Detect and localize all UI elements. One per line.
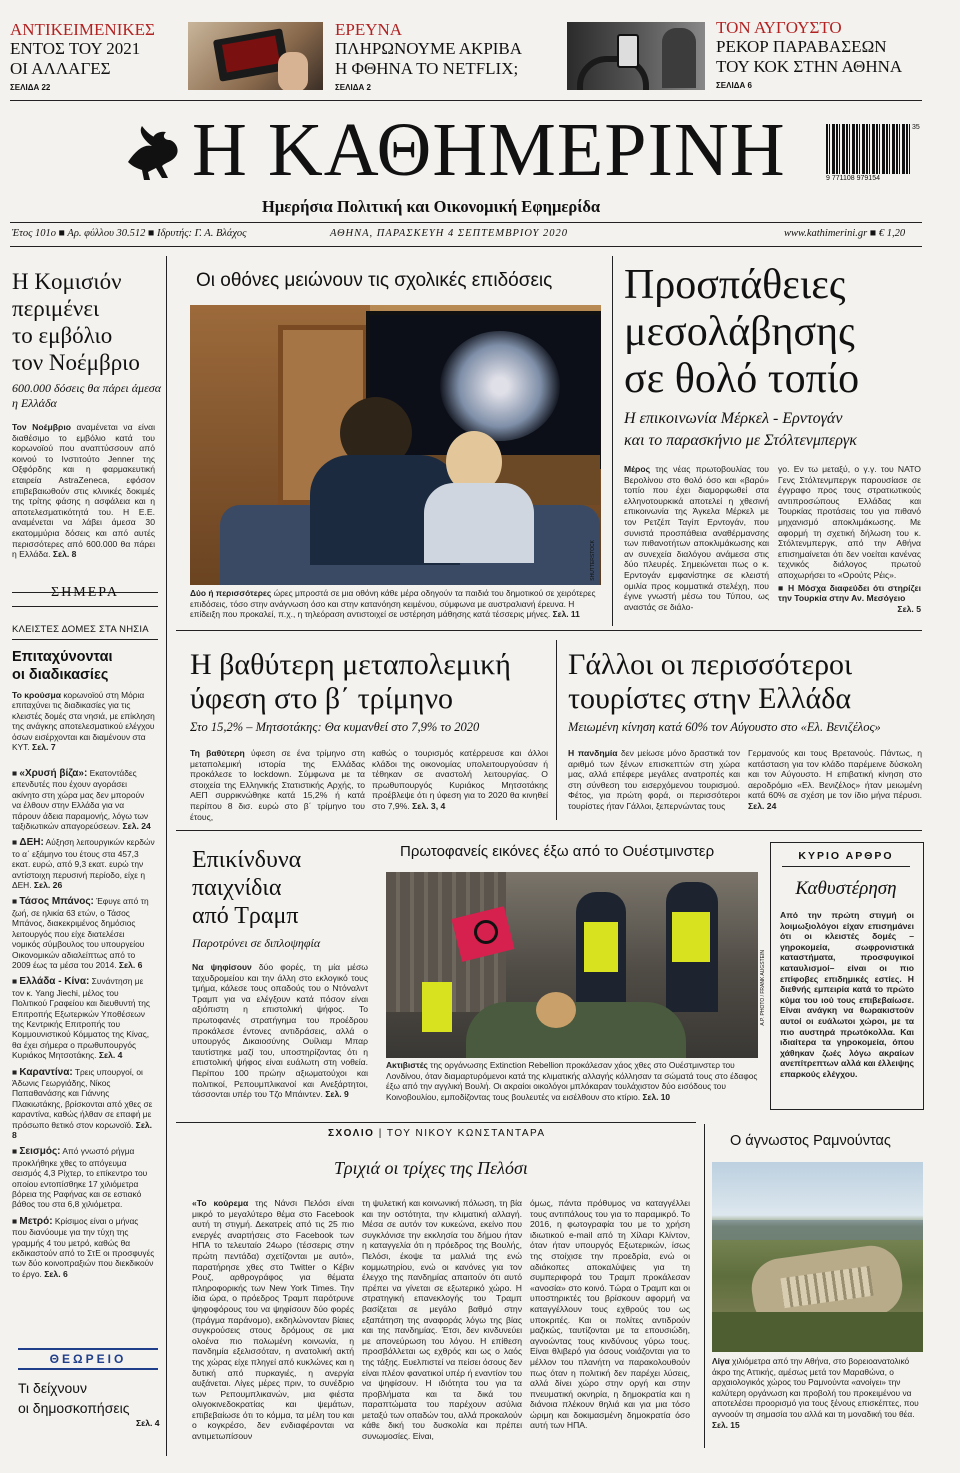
french-headline-line: Γάλλοι οι περισσότεροι (568, 648, 853, 681)
mediation-note[interactable]: ■ Η Μόσχα διαφεύδει ότι στηρίζει την Τουρκία στην Αν. Μεσόγειο (778, 582, 921, 604)
dateline-left: Έτος 101ο ■ Αρ. φύλλου 30.512 ■ Ιδρυτής: Γ. Α. Βλάχος (12, 228, 247, 239)
editorial-headline: Καθυστέρηση (795, 878, 897, 899)
trump-headline[interactable] (192, 846, 372, 930)
ramnous-caption-text: χιλιόμετρα από την Αθήνα, στο βορειοανατολικό άκρο της Αττικής, αμέσως μετά τον Μαραθώνα, ο αρχαιολογικός χώρος του Ραμνούντα «ανοίγει» την καλύτερη οργάνωση και προβολή του προκειμένου να αποτελέσει προορισμό για τους ξένους επισκέπτες, που αγνοούν τη σημασία του αλλά και τη μοναδική του θέα. (712, 1356, 919, 1419)
screens-photo[interactable] (190, 305, 601, 585)
mediation-headline-line: Προσπάθειες (624, 262, 846, 308)
fold-rule-1 (176, 630, 922, 631)
ramnous-caption (712, 1356, 923, 1430)
today-headline[interactable] (12, 648, 162, 684)
barcode-issue: 35 (912, 124, 920, 131)
barcode-number: 9 771108 979154 (826, 175, 880, 182)
screens-credit: SHUTTERSTOCK (590, 540, 596, 581)
french-col-2 (748, 748, 922, 812)
french-headline[interactable] (568, 648, 928, 716)
teaser-3[interactable] (716, 18, 926, 93)
mediation-headline-line: μεσολάβησης (624, 309, 855, 355)
mediation-lead: Μέρος (624, 464, 651, 474)
theoreio-label: ΘΕΩΡΕΙΟ (49, 1352, 127, 1366)
recession-headline-line: Η βαθύτερη μεταπολεμική (190, 648, 511, 681)
french-col-2-text: Γερμανούς και τους Βρετανούς. Πάντως, η κατάσταση για τον κλάδο παρέμεινε δύσκολη και τον Αύγουστο. Η επιβατική κίνηση στο αεροδρόμιο «Ελ. Βενιζέλος» ήταν μειωμένη κατά 60% σε σχέση με τον ίδιο μήνα πέρυσι. (748, 748, 922, 801)
theoreio-headline-line: οι δημοσκοπήσεις (18, 1400, 130, 1416)
teaser-3-line-2: ΤΟΥ ΚΟΚ ΣΤΗΝ ΑΘΗΝΑ (716, 57, 903, 76)
recession-col-1-text: ύφεση σε ένα τρίμηνο στη μεταπολεμική ιστορία της Ελλάδας προκάλεσε το lockdown. Σύμφωνα με τα στοιχεία της Ελληνικής Στατιστικής Αρχής, το ΑΕΠ συρρικνώθηκε κατά 15,2% ή κατά περίπου 8 δισ. ευρώ στο β΄ τρίμηνο του έτους, (190, 748, 365, 822)
teaser-1[interactable] (10, 20, 180, 95)
today-item[interactable]: ■ «Χρυσή βίζα»: Εκατοντάδες επενδυτές που έχουν αγοράσει ακίνητο στη χώρα μας δεν μπορούν να έλθουν στην Ελλάδα για να πάρουν άδεια παραμονής, λόγω των ταξιδιωτικών απαγορεύσεων. Σελ. 24 (12, 768, 151, 832)
left-lead-lead: Τον Νοέμβριο (12, 422, 71, 432)
barcode-bars (826, 124, 910, 174)
comment-col-1-text: της Νάνσι Πελόσι είναι μικρό το μεγαλύτερο θέμα στο Facebook αυτή τη στιγμή. Δεκατρείς από τις 25 πιο ενεργές αναρτήσεις στο Facebook των ΗΠΑ το τελευταίο 24ωρο (τέσσερις στην πρώτη πεντάδα) σχετίζονται με αυτό», παρατήρησε χθες στο Twitter ο Κέβιν Ρουζ, αρθρογράφος για θέματα πληροφορικής των New York Times. Την ίδια ώρα, ο πρόεδρος Τραμπ παρότρυνε ψηφοφόρους του να ψηφίσουν δύο φορές (πράγμα παράνομο), εκδηλώνονταν βίαιες συγκρούσεις στους δρόμους σε μια ολοένα πιο πολωμένη κοινωνία, η πανδημία εξελισσόταν, η ανατολική ακτή της χώρας είχε πληγεί από κυκλώνες και η δυτική από πυρκαγιές, η ανεργία αυξάνεται. Λίγες μέρες πριν, το συνέδριο των Ρεπουμπλικανών, μια φιέστα ολιγοκινεδοκρατίας και ψεμάτων, επιβεβαίωσε ότι το κόμμα, τα μέλη του και ο κογκρέσο, δεν ενδιαφέρονται να αντιμετωπίσουν (192, 1198, 354, 1442)
left-lead-headline-line: Η Κομισιόν (12, 269, 122, 294)
comment-label-row: ΣΧΟΛΙΟ | ΤΟΥ ΝΙΚΟΥ ΚΩΝΣΤΑΝΤΑΡΑ (328, 1128, 546, 1139)
ramnous-headline[interactable]: Ο άγνωστος Ραμνούντας (730, 1133, 891, 1149)
mediation-headline[interactable] (624, 262, 944, 403)
teaser-3-photo[interactable] (567, 22, 705, 90)
theoreio-rule-top (18, 1348, 158, 1350)
mediation-col-1 (624, 464, 769, 612)
editorial-label-rule (782, 866, 910, 867)
today-kicker: ΚΛΕΙΣΤΕΣ ΔΟΜΕΣ ΣΤΑ ΝΗΣΙΑ (12, 624, 149, 635)
recession-headline-line: ύφεση στο β΄ τρίμηνο (190, 682, 454, 715)
comment-label: ΣΧΟΛΙΟ (328, 1128, 375, 1139)
top-rule (10, 100, 922, 101)
trump-headline-line: από Τραμπ (192, 903, 299, 929)
left-lead-headline-line: περιμένει (12, 296, 100, 321)
left-lead-deck: 600.000 δόσεις θα πάρει άμεσα η Ελλάδα (12, 381, 162, 410)
ramnous-photo[interactable] (712, 1162, 923, 1352)
left-lead-ref: Σελ. 8 (52, 549, 77, 560)
french-col-1-text: δεν μείωσε μόνο δραστικά τον αριθμό των ξένων επισκεπτών στη χώρα μας, αλλά επέφερε μεγάλες ανατροπές και στη σύνθεση του εισερχόμενου τουρισμού. Φέτος, για πρώτη φορά, οι περισσότεροι τουρίστες ήταν Γάλλοι, ξεπερνώντας τους (568, 748, 740, 811)
recession-deck: Στο 15,2% – Μητσοτάκης: Θα κυμανθεί στο 7,9% το 2020 (190, 720, 480, 734)
today-item[interactable]: ■ Ελλάδα - Κίνα: Συνάντηση με τον κ. Yang Jiechi, μέλος του Πολιτικού Γραφείου και διευθυντή της Επιτροπής Εξωτερικών Υποθέσεων της Κεντρικής Επιτροπής του Κομμουνιστικού Κόμματος της Κίνας, θα έχει σήμερα ο πρωθυπουργός Κυριάκος Μητσοτάκης. Σελ. 4 (12, 976, 150, 1061)
teaser-1-line-2: ΟΙ ΑΛΛΑΓΕΣ (10, 59, 111, 78)
editorial-label: ΚΥΡΙΟ ΑΡΘΡΟ (798, 850, 894, 862)
mediation-col-1-text: της νέας πρωτοβουλίας του Βερολίνου στο θολό όσο και «βαρύ» τοπίο που έχει διαμορφωθεί στα ελληνοτουρκικά αποτελεί η χθεσινή επικοινωνία της Άγκελα Μέρκελ με τον Ρετζέπ Ταγίπ Ερντογάν, που συνιστά προσπάθεια αναθέρμανσης των πιθανοτήτων αποκλιμάκωσης και αν συνεχεία διαλόγου ανάμεσα στις δύο πλευρές. Σημειώνεται πως ο κ. Ερντογάν εμφανίστηκε σε κλειστή ομιλία προς κομματικά στελέχη, που έγινε γνωστή μέσω του Τύπου, ως αναστάς σε διάλο- (624, 464, 769, 612)
center-divider-top (612, 256, 613, 626)
trump-headline-line: παιχνίδια (192, 875, 282, 901)
mediation-headline-line: σε θολό τοπίο (624, 356, 860, 402)
fold-rule-3 (176, 1122, 696, 1123)
theoreio-headline[interactable] (18, 1378, 158, 1418)
today-item[interactable]: ■ Τάσος Μπάνος: Έφυγε από τη ζωή, σε ηλικία 63 ετών, ο Τάσος Μπάνος, διακεκριμένος δημόσιος λειτουργός που είχε διατελέσει νομικός σύμβουλος του υπουργείου Οικονομικών αδιαλείπτως από το 2009 έως τα μέσα του 2014. Σελ. 6 (12, 896, 149, 970)
french-lead: Η πανδημία (568, 748, 618, 758)
teaser-2[interactable] (335, 20, 535, 95)
teaser-3-kicker: ΤΟΝ ΑΥΓΟΥΣΤΟ (716, 18, 842, 37)
french-col-1 (568, 748, 740, 812)
screens-ref: Σελ. 11 (552, 609, 580, 620)
french-headline-line: τουρίστες στην Ελλάδα (568, 682, 852, 715)
french-ref: Σελ. 24 (748, 800, 777, 811)
trump-lead: Να ψηφίσουν (192, 962, 252, 972)
westminster-headline[interactable]: Πρωτοφανείς εικόνες έξω από το Ουέστμινστερ (400, 843, 715, 860)
screens-headline[interactable]: Οι οθόνες μειώνουν τις σχολικές επιδόσεις (196, 270, 553, 291)
mediation-deck (624, 408, 944, 452)
trump-ref: Σελ. 9 (325, 1089, 349, 1100)
westminster-credit: A.P. PHOTO / FRANK AUGSTEIN (760, 950, 766, 1026)
teaser-2-line-1: ΠΛΗΡΩΝΟΥΜΕ ΑΚΡΙΒΑ (335, 39, 523, 58)
ramnous-caption-lead: Λίγα (712, 1356, 730, 1366)
comment-headline[interactable]: Τριχιά οι τρίχες της Πελόσι (334, 1158, 528, 1178)
comment-col-3: όμως, πάντα πρόθυμος να καταγγέλλει τους αντιπάλους του για το παραμικρό. Το 2016, η φωτογραφία του με το χρήση ιδιωτικού e-mail από τη Χίλαρι Κλίντον, όταν ήταν υπουργός Εξωτερικών, ίσως της στοίχισε την προεδρία, ενώ οι αδιάκοπες αποκαλύψεις για τη συμπεριφορά του Τραμπ προκάλεσαν «ανοσία» στο κοινό. Τώρα ο Τραμπ και οι υποστηρικτές του βρίσκουν αφορμή να καταγγέλλουν τους εχθρούς του ως υποκριτές. Και οι πολίτες αντιδρούν μαζικώς, ταυτίζονται με τα επουσιώδη, αγνοώντας τους κινδύνους γύρω τους. Είναι θλιβερό για όσους νοιάζονται για το μέλλον του πλανήτη να παρακολουθούν πως όταν η πολιτική δεν παρέχει λύσεις, αλλά δίνει χώρο στην οργή και στην πνευματική οκνηρία, η δημοκρατία και η διάνοια πλέκουν θηλιά και για μια τόσο ώριμη και δοκιμασμένη δημοκρατία όσο αυτή των ΗΠΑ. (530, 1198, 690, 1431)
today-body: κορωνοϊού στη Μόρια επιταχύνει τις διαδικασίες για τις κλειστές δομές στα νησιά, με επίκληση της ανάγκης αποτελεσματικού ελέγχου όσων εισέρχονται και διαμένουν στα ΚΥΤ. (12, 690, 155, 753)
today-lead-text (12, 690, 155, 752)
mediation-deck-line: και το παρασκήνιο με Στόλτενμπεργκ (624, 432, 857, 449)
recession-lead: Τη βαθύτερη (190, 748, 245, 758)
teaser-1-line-1: ΕΝΤΟΣ ΤΟΥ 2021 (10, 39, 141, 58)
right-bottom-divider (704, 1124, 705, 1448)
recession-col-2 (372, 748, 548, 812)
teaser-1-page: ΣΕΛΙΔΑ 22 (10, 83, 51, 92)
dateline-right: www.kathimerini.gr ■ € 1,20 (784, 228, 906, 239)
theoreio-ref: Σελ. 4 (136, 1418, 160, 1428)
comment-col-1 (192, 1198, 354, 1442)
trump-headline-line: Επικίνδυνα (192, 847, 302, 873)
westminster-photo[interactable] (386, 872, 758, 1058)
today-item[interactable]: ■ Σεισμός: Από γνωστό ρήγμα προκλήθηκε χθες το απόγευμα σεισμός 4,3 Ρίχτερ, το επίκεντρο του οποίου εντοπίσθηκε 17 χιλιόμετρα βόρεια της Ραφήνας και σε εστιακό βάθος του στα 6,8 χιλιόμετρα. (12, 1146, 148, 1210)
today-kicker-rule (12, 639, 158, 640)
teaser-2-photo[interactable] (188, 22, 323, 90)
today-rule-bottom (12, 606, 158, 607)
comment-lead: «Το κούρεμα (192, 1198, 249, 1208)
trump-body (192, 962, 368, 1100)
theoreio-rule-bottom (18, 1368, 158, 1370)
today-item[interactable]: ■ Μετρό: Κρίσιμος είναι ο μήνας που διανύουμε για την τύχη της γραμμής 4 του μετρό, καθώς θα εκδικαστούν από το ΣτΕ οι προσφυγές των δύο κοινοπραξιών που διεκδικούν το έργο. Σελ. 6 (12, 1215, 155, 1279)
editorial-body: Από την πρώτη στιγμή οι λοιμωξιολόγοι είχαν επισημάνει ότι οι κλειστές δομές –γηροκομεία, σωφρονιστικά καταστήματα, προσφυγικοί καταυλισμοί– είναι οι πιο επίφοβες επιδημικές εστίες. Η διεθνής εμπειρία κατά το πρώτο κύμα του ιού τους επιβεβαίωσε. Είναι ανάγκη να θωρακιστούν αυτοί οι ευάλωτοι χώροι, με τα πιο αυστηρά πρωτόκολλα. Και ιδιαίτερα τα γηροκομεία, όπου χάθηκαν ζωές λόγω ακραίων ανεπίτρεπτων αλλά και έλλειψης επαρκούς ελέγχου. (780, 910, 915, 1079)
screens-caption-lead: Δύο ή περισσότερες (190, 588, 272, 598)
comment-author: ΤΟΥ ΝΙΚΟΥ ΚΩΝΣΤΑΝΤΑΡΑ (386, 1128, 546, 1139)
westminster-ref: Σελ. 10 (642, 1091, 671, 1102)
theoreio-headline-line: Τι δείχνουν (18, 1380, 87, 1396)
left-lead-headline-line: τον Νοέμβριο (12, 350, 140, 375)
today-label: ΣΗΜΕΡΑ (51, 585, 119, 600)
today-items (12, 768, 155, 1285)
dateline-rule-bottom (10, 246, 922, 247)
left-lead-headline[interactable] (12, 268, 172, 376)
french-deck: Μειωμένη κίνηση κατά 60% τον Αύγουστο στο «Ελ. Βενιζέλος» (568, 720, 881, 734)
fold-rule-2 (176, 830, 922, 831)
mediation-deck-line: Η επικοινωνία Μέρκελ - Ερντογάν (624, 410, 843, 427)
teaser-2-kicker: ΕΡΕΥΝΑ (335, 20, 403, 39)
mediation-col-2 (778, 464, 921, 614)
ramnous-ref: Σελ. 15 (712, 1419, 740, 1430)
westminster-caption-text: της οργάνωσης Extinction Rebellion προκάλεσαν χάος χθες στο Ουέστμινστερ του Λονδίνου, όταν διαμαρτυρόμενοι κατά της κλιματικής αλλαγής κόλλησαν τα σώματά τους στο έδαφος έξω από την αγγλική Βουλή. Οι ακραίοι οικολόγοι μπλόκαραν τουλάχιστον δύο εισόδους του Κοινοβουλίου, εμποδίζοντας τους βουλευτές να εισέλθουν στο κτίριο. (386, 1060, 758, 1102)
recession-ref: Σελ. 3, 4 (412, 800, 446, 811)
teaser-2-page: ΣΕΛΙΔΑ 2 (335, 83, 371, 92)
left-lead-body (12, 422, 155, 560)
left-column-divider (166, 256, 167, 1456)
barcode (826, 124, 920, 184)
today-headline-line: Επιταχύνονται (12, 649, 113, 665)
masthead-title: Η ΚΑΘΗΜΕΡΙΝΗ (192, 108, 786, 192)
recession-col-1 (190, 748, 365, 822)
today-item[interactable]: ■ Καραντίνα: Τρεις υπουργοί, οι Άδωνις Γεωργιάδης, Νίκος Παπαθανάσης και Γιάννης Πλακιωτάκης, βρίσκονται από χθες σε καραντίνα, καθώς ήλθαν σε επαφή με πρόσωπο θετικό στον κορωνοϊό. Σελ. 8 (12, 1066, 153, 1140)
screens-caption-text: ώρες μπροστά σε μια οθόνη κάθε μέρα οδηγούν τα παιδιά του δημοτικού σε χειρότερες επιδόσεις, τόσο στην ανάγνωση όσο και στην κατανόηση κειμένου, σύμφωνα με αυστραλιανή έρευνα. Η επίδειξη που προκαλεί, π.χ., η τηλεόραση αντιστοιχεί σε υστέρηση μάθησης κατά τέσσερις μήνες. (190, 588, 596, 620)
griffin-logo-icon (122, 122, 186, 186)
dateline-rule-top (10, 222, 922, 223)
recession-headline[interactable] (190, 648, 560, 716)
today-item[interactable]: ■ ΔΕΗ: Αύξηση λειτουργικών κερδών το α΄ εξάμηνο του έτους στα 457,3 εκατ. ευρώ, από 9,3 εκατ. ευρώ την αντίστοιχη περυσινή περίοδο, είχε η ΔΕΗ. Σελ. 26 (12, 837, 155, 891)
recession-col-2-text: καθώς ο τουρισμός κατέρρευσε και άλλοι κλάδοι της οικονομίας υπολειτουργούσαν ή τέθηκαν σε αναστολή λειτουργίας. Ο πρωθυπουργός Κυριάκος Μητσοτάκης προέβλεψε ότι η ύφεση για το 2020 θα κινηθεί στο 7,9%. (372, 748, 548, 811)
today-lead: Το κρούσμα (12, 690, 62, 700)
masthead-subtitle: Ημερήσια Πολιτική και Οικονομική Εφημερίδα (262, 197, 601, 216)
left-lead-text: αναμένεται να είναι διαθέσιμο το εμβόλιο κατά του κορωνοϊού που αναπτύσσουν από κοινού το Ινστιτούτο Jenner της Οξφόρδης και η φαρμακευτική εταιρεία AstraZeneca, εφόσον επιβεβαιωθούν στις κλινικές δοκιμές της τρίτης φάσης η ασφάλεια και η αποτελεσματικότητά του. Η Ε.Ε. αναμένεται να λάβει άμεσα 30 εκατομμύρια δόσεις και από αυτές περισσότερες από 600.000 θα πάρει η Ελλάδα. (12, 422, 155, 560)
mid-divider (556, 640, 557, 820)
teaser-3-page: ΣΕΛΙΔΑ 6 (716, 81, 752, 90)
today-ref: Σελ. 7 (32, 742, 56, 753)
trump-deck: Παροτρύνει σε διπλοψηφία (192, 936, 321, 950)
mediation-col-2-text: γο. Εν τω μεταξύ, ο γ.γ. του ΝΑΤΟ Γενς Στόλτενμπεργκ παρουσίασε σε έγγραφο προς τους στρατιωτικούς αντιπροσώπους Ελλάδας και Τουρκίας προτάσεις του για πιθανό μηχανισμό αποκλιμάκωσης. Με αφορμή τη σχετική δήλωση του κ. Στόλτενμπεργκ, από την Αθήνα επισημαίνεται ότι δεν νοείται κανένας τεχνικός διάλογος πρωτού αποχωρήσει το «Ορούτς Ρέις». (778, 464, 921, 580)
left-lead-headline-line: το εμβόλιο (12, 323, 113, 348)
today-headline-line: οι διαδικασίες (12, 667, 109, 683)
westminster-caption (386, 1060, 758, 1102)
teaser-2-line-2: Η ΦΘΗΝΑ ΤΟ NETFLIX; (335, 59, 519, 78)
trump-text: δύο φορές, τη μία μέσω ταχυδρομείου και την άλλη στο εκλογικό τους τμήμα, κάλεσε τους οπαδούς του ο Ντόναλντ Τραμπ για να ελέγξουν κατά πόσον είναι αξιόπιστη η επιστολική ψήφος. Το πρωτοφανές στρατήγημα του προέδρου προκάλεσε έντονες αντιδράσεις, αλλά ο υπουργός Δικαιοσύνης Ουίλιαμ Μπαρ ταυτίστηκε μαζί του, υποστηρίζοντας ότι η επιστολική ψήφος είναι ευάλωτη στη νοθεία. Περίπου 100 πρώην αξιωματούχοι και πολιτικοί, Ρεπουμπλικανοί και Ανεξάρτητοι, τάσσονται υπέρ του Τζο Μπάιντεν. (192, 962, 369, 1100)
comment-col-2: τη ψυλετική και κοινωνική πόλωση, τη βία και την οστότητα, την κλιματική αλλαγή. Μέσα σε αυτόν τον κυκεώνα, εκείνο που συγκλόνισε την εκκλησία του δήμου ήταν η καταγγελία ότι η πρόεδρος της Βουλής, Πελόσι, έκοψε τα μαλλιά της ενώ κομμωτηρίου, ενώ οι κανόνες για τον έλεγχο της πανδημίας απαιτούν ότι αυτό πρέπει να γίνεται σε εξωτερικό χώρο. Η στρατηγική επανεκλογής του Τραμπ βασίζεται σε μεγάλο βαθμό στην εξαπάτηση της αναφοράς λόγω της βίας και της πανδημίας. Έτσι, δεν κινδυνεύει με απονεύρωση του λόγου. Η επίθεση προσβάλλεται ως εχθρός και ως ο λαός της τάξης. Ευελπιστεί να πείσει όσους δεν είναι πλέον φανατικοί υπέρ ή εναντίον του να ψηφίσουν. Η ιδιότητα του για τα προβλήματα και τα δικά του παραπτώματα του παρέχουν ασύλια μεταξύ των οπαδών του, αλλά προκαλούν κάθε δική του δυσκολία και πρέπει συνωμοσίες. Είναι, (362, 1198, 522, 1442)
teaser-3-line-1: ΡΕΚΟΡ ΠΑΡΑΒΑΣΕΩΝ (716, 37, 887, 56)
screens-caption (190, 588, 601, 620)
teaser-1-kicker: ΑΝΤΙΚΕΙΜΕΝΙΚΕΣ (10, 20, 155, 39)
dateline-center: ΑΘΗΝΑ, ΠΑΡΑΣΚΕΥΗ 4 ΣΕΠΤΕΜΒΡΙΟΥ 2020 (330, 228, 569, 239)
mediation-ref: Σελ. 5 (897, 603, 921, 614)
westminster-caption-lead: Ακτιβιστές (386, 1060, 428, 1070)
